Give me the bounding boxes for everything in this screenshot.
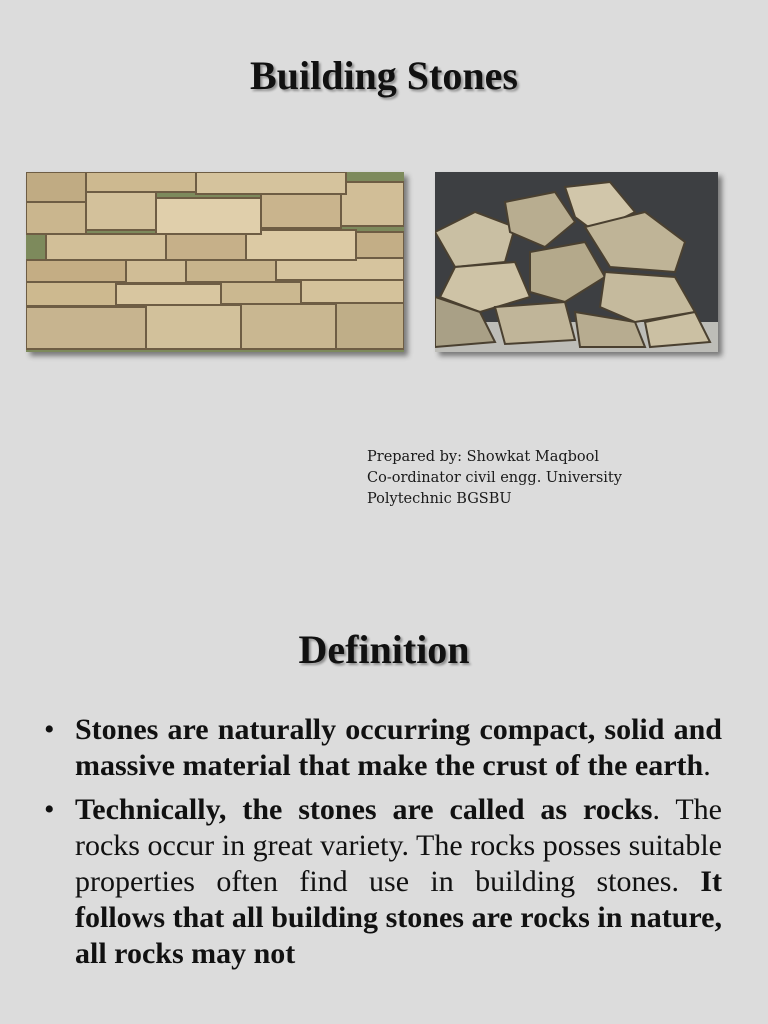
- definition-slide: [0, 590, 768, 1024]
- bullet-bold-text: It follows that all building stones are rocks in nature, all rocks may not: [75, 865, 722, 970]
- stone-wall-photo-2: [435, 172, 718, 352]
- slide-title: Definition: [298, 627, 470, 672]
- bullet-bold-text: Technically, the stones are called as rocks: [75, 793, 653, 826]
- bullet-item: [44, 792, 722, 972]
- bullet-item: [44, 712, 722, 784]
- author-credits: [367, 447, 622, 510]
- credits-line: Polytechnic BGSBU: [367, 491, 512, 507]
- bullet-dot: •: [44, 713, 55, 746]
- stone-wall-photo-1: [26, 172, 404, 352]
- bullet-bold-text: Stones are naturally occurring compact, solid and massive material that make the crust of the earth: [75, 713, 722, 782]
- credits-line: Co-ordinator civil engg. University: [367, 470, 622, 486]
- credits-line: Prepared by: Showkat Maqbool: [367, 449, 599, 465]
- rubble-masonry-illustration: [435, 172, 718, 352]
- dry-stone-wall-illustration: [26, 172, 404, 352]
- bullet-dot: •: [44, 793, 55, 826]
- definition-bullets: [44, 712, 722, 980]
- slide-title: Building Stones: [250, 53, 518, 98]
- bullet-text: . The rocks occur in great variety. The rocks posses suitable properties often find use in building stones.: [75, 793, 722, 898]
- bullet-text: .: [703, 749, 711, 782]
